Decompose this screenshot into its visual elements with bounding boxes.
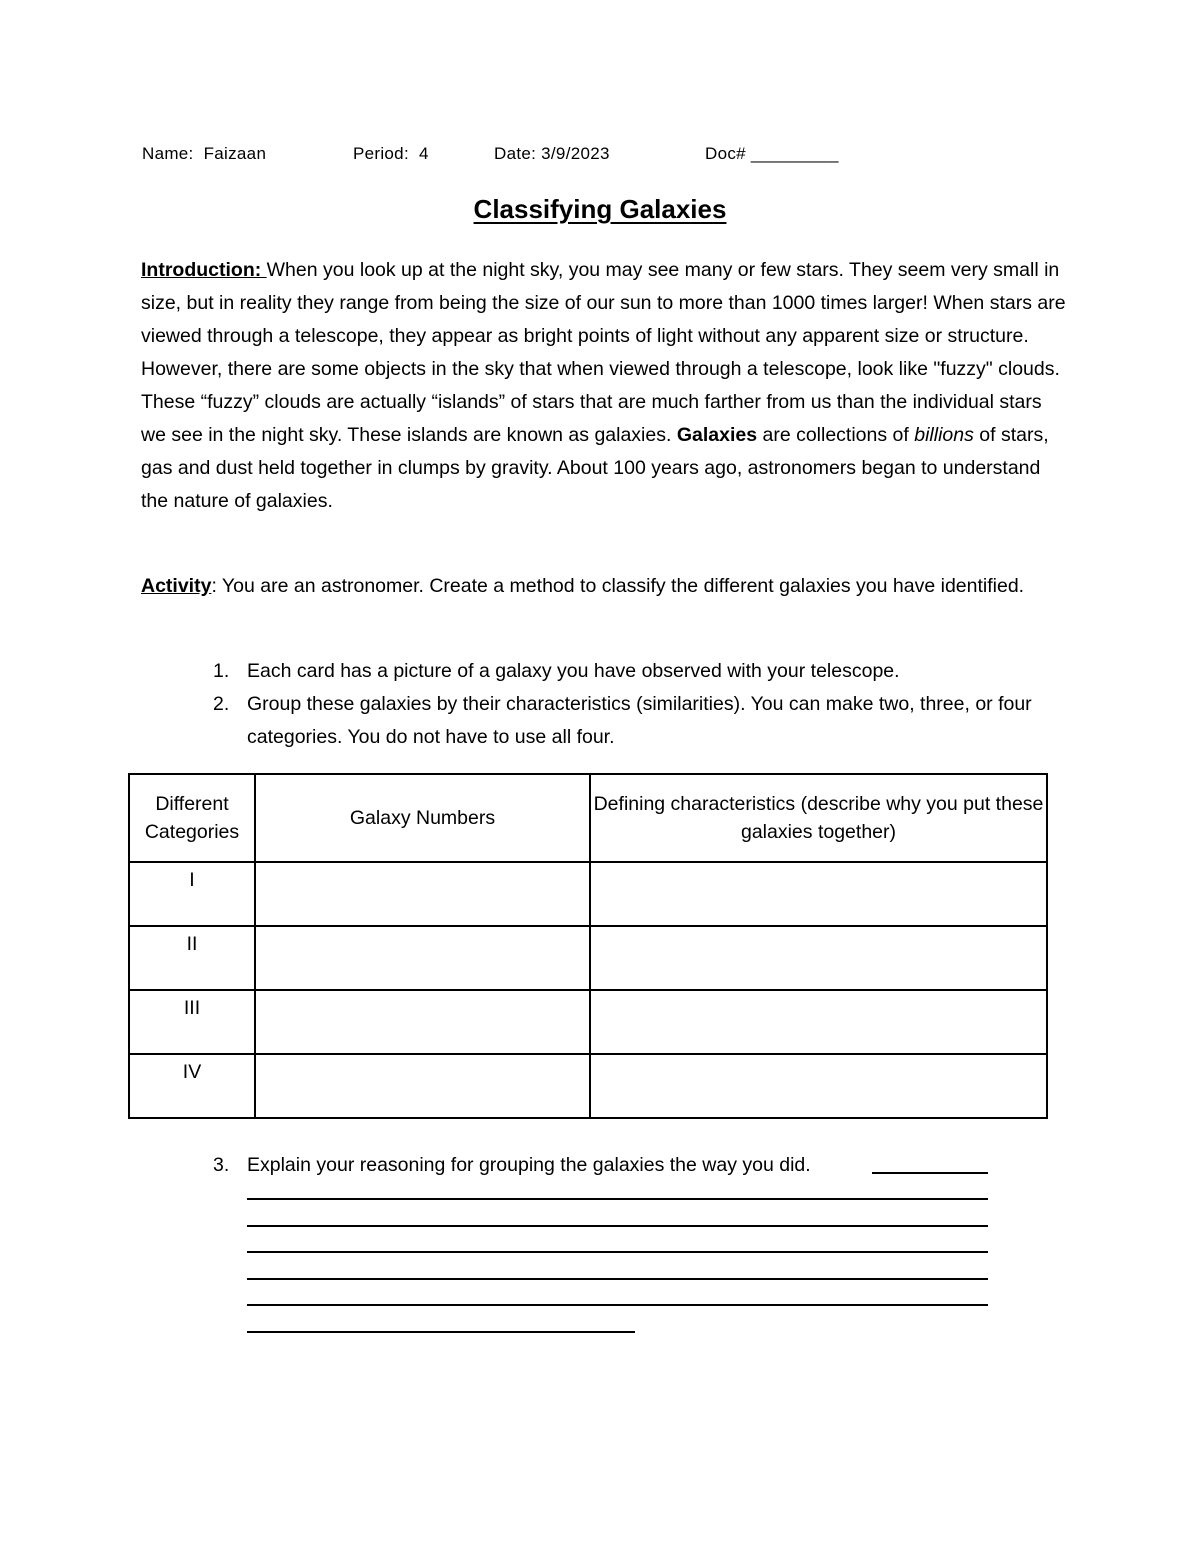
answer-line[interactable] [247,1278,988,1280]
answer-line[interactable] [247,1198,988,1200]
question-number: 3. [213,1154,230,1176]
galaxy-numbers-cell[interactable] [255,990,590,1054]
question-text: Explain your reasoning for grouping the galaxies the way you did. [247,1154,811,1176]
galaxy-numbers-cell[interactable] [255,862,590,926]
answer-line[interactable] [247,1304,988,1306]
date-field: Date: 3/9/2023 [494,144,610,163]
answer-line[interactable] [872,1172,988,1174]
doc-number-field: Doc# _________ [705,144,839,163]
classification-table-wrap [128,773,1046,1119]
header-characteristics: Defining characteristics (describe why you put these galaxies together) [590,774,1047,862]
header-row [142,144,902,168]
table-header-row [129,774,1047,862]
header-galaxy-numbers: Galaxy Numbers [255,774,590,862]
galaxy-numbers-cell[interactable] [255,926,590,990]
table-row [129,990,1047,1054]
activity-text: : You are an astronomer. Create a method to classify the different galaxies you have identified. [211,575,1025,597]
step-text: Each card has a picture of a galaxy you have observed with your telescope. [247,660,900,682]
intro-text-1: When you look up at the night sky, you may see many or few stars. They seem very small in size, but in reality they range from being the size of our sun to more than 1000 times larger! When stars are viewed through a telescope, they appear as bright points of light without any apparent size or structure. However, there are some objects in the sky that when viewed through a telescope, look like "fuzzy" clouds. These “fuzzy” clouds are actually “islands” of stars that are much farther from us than the individual stars we see in the night sky. These islands are known as galaxies. [141,259,1066,446]
characteristics-cell[interactable] [590,1054,1047,1118]
step-text: Group these galaxies by their characteristics (similarities). You can make two, three, or four categories. You do not have to use all four. [247,693,1032,748]
introduction-label: Introduction: [141,259,267,281]
classification-table [128,773,1048,1119]
answer-line[interactable] [247,1331,635,1333]
category-cell: IV [129,1054,255,1118]
intro-text-3: of stars, gas and dust held together in clumps by gravity. About 100 years ago, astronomers began to understand the nature of galaxies. [141,424,1049,512]
step-number: 2. [213,693,230,715]
table-row [129,862,1047,926]
answer-line[interactable] [247,1251,988,1253]
step-item [141,655,1066,688]
category-cell: I [129,862,255,926]
category-cell: II [129,926,255,990]
step-item [141,688,1066,754]
introduction-paragraph [141,254,1066,518]
activity-label: Activity [141,575,212,597]
galaxies-term: Galaxies [676,424,758,446]
characteristics-cell[interactable] [590,926,1047,990]
header-categories: Different Categories [129,774,255,862]
page-title: Classifying Galaxies [473,194,727,224]
category-cell: III [129,990,255,1054]
billions-term: billions [914,424,974,446]
galaxy-numbers-cell[interactable] [255,1054,590,1118]
activity-paragraph [141,570,1066,603]
step-number: 1. [213,660,230,682]
answer-line[interactable] [247,1225,988,1227]
student-name: Name: Faizaan [142,144,267,163]
class-period: Period: 4 [353,144,429,163]
intro-text-2: are collections of [757,424,915,446]
characteristics-cell[interactable] [590,990,1047,1054]
steps-list [141,655,1066,754]
characteristics-cell[interactable] [590,862,1047,926]
table-row [129,1054,1047,1118]
table-row [129,926,1047,990]
